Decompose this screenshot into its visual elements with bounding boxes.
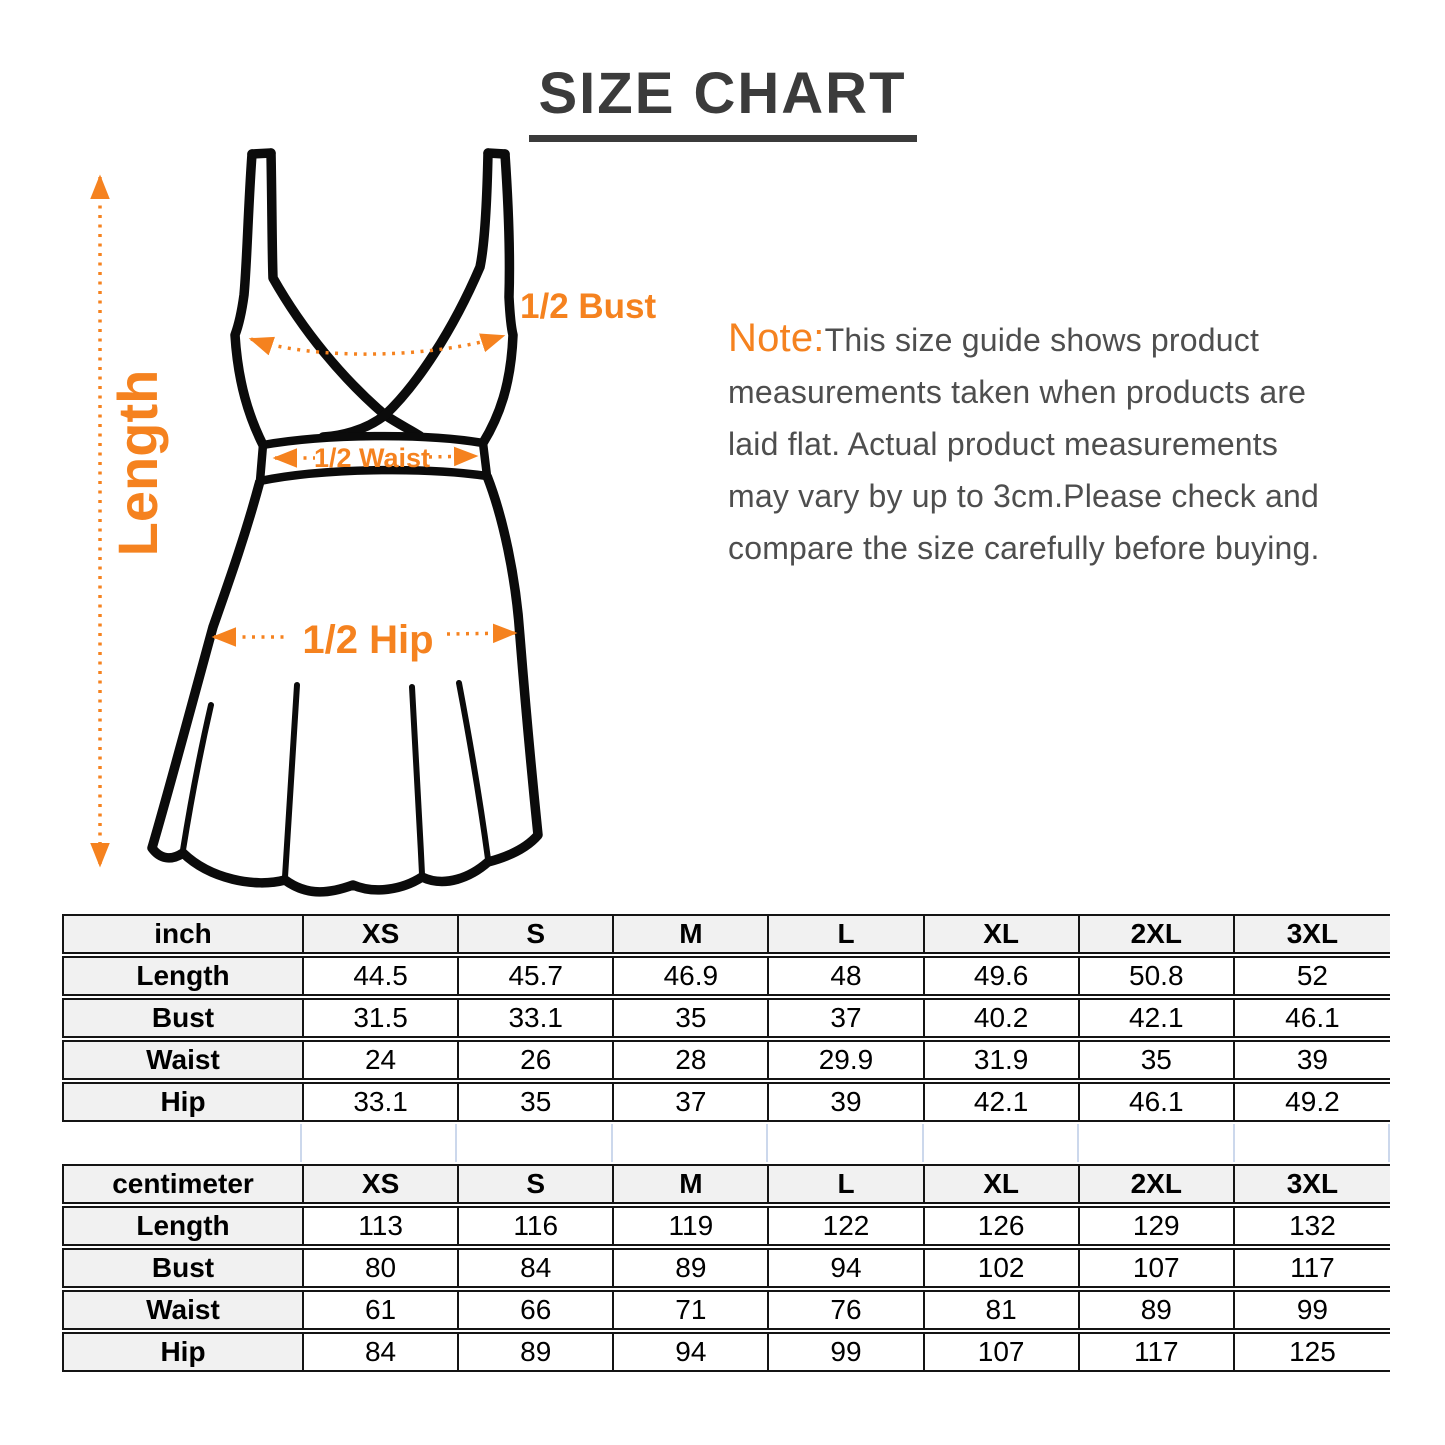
size-header-cell: M bbox=[614, 1164, 769, 1204]
size-header-cell: 2XL bbox=[1080, 914, 1235, 954]
value-cell: 89 bbox=[614, 1248, 769, 1288]
value-cell: 33.1 bbox=[459, 998, 614, 1038]
table-gap-row bbox=[62, 1124, 1390, 1162]
dress-diagram bbox=[75, 145, 665, 920]
value-cell: 24 bbox=[304, 1040, 459, 1080]
note-line: measurements taken when products are bbox=[728, 374, 1307, 410]
row-label-cell: Length bbox=[62, 1206, 304, 1246]
value-cell: 45.7 bbox=[459, 956, 614, 996]
value-cell: 89 bbox=[459, 1332, 614, 1372]
value-cell: 42.1 bbox=[1080, 998, 1235, 1038]
size-header-cell: 3XL bbox=[1235, 1164, 1390, 1204]
value-cell: 122 bbox=[769, 1206, 924, 1246]
gap-grid-cell bbox=[924, 1124, 1079, 1162]
note-prefix: Note: bbox=[728, 316, 825, 360]
unit-header-cell: centimeter bbox=[62, 1164, 304, 1204]
value-cell: 61 bbox=[304, 1290, 459, 1330]
table-row bbox=[62, 998, 1390, 1038]
value-cell: 116 bbox=[459, 1206, 614, 1246]
value-cell: 37 bbox=[769, 998, 924, 1038]
size-header-cell: XS bbox=[304, 1164, 459, 1204]
value-cell: 119 bbox=[614, 1206, 769, 1246]
table-row bbox=[62, 1206, 1390, 1246]
table-row bbox=[62, 1332, 1390, 1372]
value-cell: 129 bbox=[1080, 1206, 1235, 1246]
value-cell: 117 bbox=[1080, 1332, 1235, 1372]
value-cell: 126 bbox=[925, 1206, 1080, 1246]
unit-header-cell: inch bbox=[62, 914, 304, 954]
waist-label: 1/2 Waist bbox=[313, 443, 431, 473]
size-header-cell: M bbox=[614, 914, 769, 954]
table-row bbox=[62, 1290, 1390, 1330]
size-header-cell: 2XL bbox=[1080, 1164, 1235, 1204]
value-cell: 26 bbox=[459, 1040, 614, 1080]
size-header-cell: XL bbox=[925, 1164, 1080, 1204]
size-header-cell: 3XL bbox=[1235, 914, 1390, 954]
value-cell: 94 bbox=[614, 1332, 769, 1372]
table-row bbox=[62, 1082, 1390, 1122]
value-cell: 39 bbox=[1235, 1040, 1390, 1080]
value-cell: 40.2 bbox=[925, 998, 1080, 1038]
value-cell: 80 bbox=[304, 1248, 459, 1288]
note-line: Note:This size guide shows product bbox=[728, 316, 1260, 360]
gap-grid-cell bbox=[1235, 1124, 1390, 1162]
table-row bbox=[62, 1040, 1390, 1080]
value-cell: 102 bbox=[925, 1248, 1080, 1288]
row-label-cell: Length bbox=[62, 956, 304, 996]
value-cell: 39 bbox=[769, 1082, 924, 1122]
value-cell: 84 bbox=[459, 1248, 614, 1288]
note-text bbox=[728, 312, 1428, 574]
value-cell: 48 bbox=[769, 956, 924, 996]
hip-label: 1/2 Hip bbox=[302, 618, 434, 662]
gap-grid-cell bbox=[1079, 1124, 1234, 1162]
value-cell: 71 bbox=[614, 1290, 769, 1330]
value-cell: 113 bbox=[304, 1206, 459, 1246]
gap-grid-cell bbox=[62, 1124, 302, 1162]
length-label: Length bbox=[106, 369, 169, 557]
value-cell: 49.2 bbox=[1235, 1082, 1390, 1122]
value-cell: 35 bbox=[614, 998, 769, 1038]
value-cell: 46.1 bbox=[1080, 1082, 1235, 1122]
size-header-cell: XS bbox=[304, 914, 459, 954]
table-row bbox=[62, 1248, 1390, 1288]
value-cell: 99 bbox=[769, 1332, 924, 1372]
gap-grid-cell bbox=[302, 1124, 457, 1162]
value-cell: 42.1 bbox=[925, 1082, 1080, 1122]
title-wrap bbox=[0, 60, 1445, 142]
size-header-cell: L bbox=[769, 1164, 924, 1204]
value-cell: 46.1 bbox=[1235, 998, 1390, 1038]
value-cell: 35 bbox=[459, 1082, 614, 1122]
bust-label: 1/2 Bust bbox=[520, 287, 657, 326]
value-cell: 33.1 bbox=[304, 1082, 459, 1122]
value-cell: 49.6 bbox=[925, 956, 1080, 996]
value-cell: 31.5 bbox=[304, 998, 459, 1038]
bodice-left-side bbox=[235, 154, 263, 445]
value-cell: 132 bbox=[1235, 1206, 1390, 1246]
value-cell: 107 bbox=[925, 1332, 1080, 1372]
value-cell: 107 bbox=[1080, 1248, 1235, 1288]
size-header-cell: XL bbox=[925, 914, 1080, 954]
gap-grid-cell bbox=[457, 1124, 612, 1162]
value-cell: 89 bbox=[1080, 1290, 1235, 1330]
value-cell: 46.9 bbox=[614, 956, 769, 996]
value-cell: 76 bbox=[769, 1290, 924, 1330]
value-cell: 81 bbox=[925, 1290, 1080, 1330]
value-cell: 50.8 bbox=[1080, 956, 1235, 996]
size-table-centimeter bbox=[62, 1162, 1390, 1374]
row-label-cell: Hip bbox=[62, 1082, 304, 1122]
row-label-cell: Hip bbox=[62, 1332, 304, 1372]
note-line: compare the size carefully before buying. bbox=[728, 530, 1320, 566]
size-header-cell: S bbox=[459, 914, 614, 954]
row-label-cell: Waist bbox=[62, 1290, 304, 1330]
row-label-cell: Bust bbox=[62, 1248, 304, 1288]
row-label-cell: Bust bbox=[62, 998, 304, 1038]
value-cell: 35 bbox=[1080, 1040, 1235, 1080]
page-title: SIZE CHART bbox=[529, 60, 917, 142]
size-header-cell: L bbox=[769, 914, 924, 954]
gap-grid-cell bbox=[768, 1124, 923, 1162]
value-cell: 37 bbox=[614, 1082, 769, 1122]
dress-skirt-outline bbox=[152, 476, 538, 892]
value-cell: 28 bbox=[614, 1040, 769, 1080]
size-header-cell: S bbox=[459, 1164, 614, 1204]
value-cell: 66 bbox=[459, 1290, 614, 1330]
value-cell: 125 bbox=[1235, 1332, 1390, 1372]
right-wrap-edge bbox=[323, 153, 488, 437]
left-wrap-edge bbox=[271, 153, 420, 436]
value-cell: 84 bbox=[304, 1332, 459, 1372]
size-tables bbox=[62, 912, 1390, 1374]
value-cell: 44.5 bbox=[304, 956, 459, 996]
note-line: laid flat. Actual product measurements bbox=[728, 426, 1279, 462]
value-cell: 94 bbox=[769, 1248, 924, 1288]
value-cell: 99 bbox=[1235, 1290, 1390, 1330]
table-row bbox=[62, 956, 1390, 996]
bust-arrow bbox=[251, 336, 503, 354]
table-header-row bbox=[62, 914, 1390, 954]
note-line: may vary by up to 3cm.Please check and bbox=[728, 478, 1319, 514]
gap-grid-cell bbox=[613, 1124, 768, 1162]
value-cell: 31.9 bbox=[925, 1040, 1080, 1080]
value-cell: 52 bbox=[1235, 956, 1390, 996]
value-cell: 29.9 bbox=[769, 1040, 924, 1080]
value-cell: 117 bbox=[1235, 1248, 1390, 1288]
size-table-inch bbox=[62, 912, 1390, 1124]
row-label-cell: Waist bbox=[62, 1040, 304, 1080]
table-header-row bbox=[62, 1164, 1390, 1204]
